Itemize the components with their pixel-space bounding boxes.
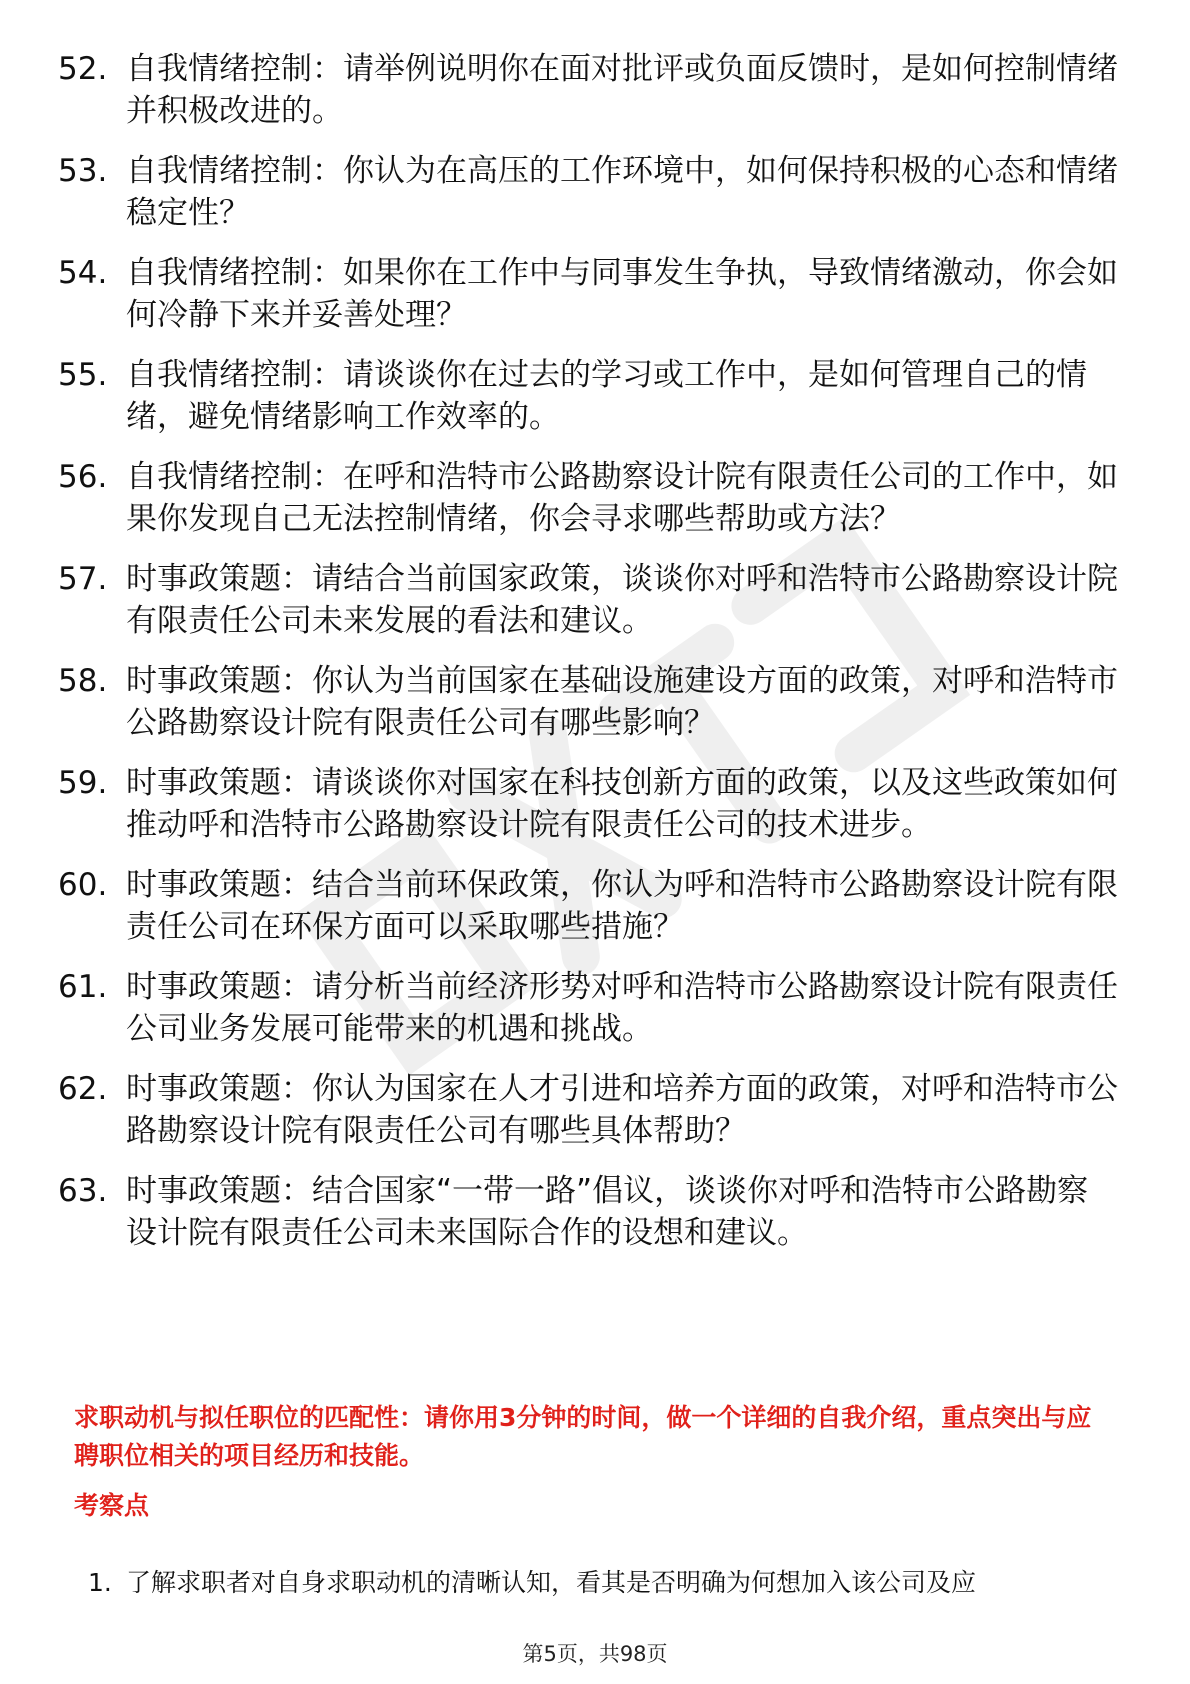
list-item xyxy=(58,48,1118,132)
question-number: 55. xyxy=(58,357,108,393)
point-text: 了解求职者对自身求职动机的清晰认知，看其是否明确为何想加入该公司及应 xyxy=(126,1568,977,1597)
section-title: 求职动机与拟任职位的匹配性：请你用3分钟的时间，做一个详细的自我介绍，重点突出与应聘职位相关的项目经历和技能。 xyxy=(74,1403,1092,1470)
question-number: 58. xyxy=(58,663,108,699)
question-text: 自我情绪控制：请谈谈你在过去的学习或工作中，是如何管理自己的情绪，避免情绪影响工作效率的。 xyxy=(126,357,1087,435)
list-item xyxy=(58,1068,1118,1152)
list-item xyxy=(58,354,1118,438)
question-number: 61. xyxy=(58,969,108,1005)
point-number: 1. xyxy=(88,1568,112,1597)
list-item xyxy=(58,252,1118,336)
list-item xyxy=(88,1565,1128,1601)
question-text: 时事政策题：你认为国家在人才引进和培养方面的政策，对呼和浩特市公路勘察设计院有限责任公司有哪些具体帮助？ xyxy=(126,1071,1118,1149)
question-text: 自我情绪控制：如果你在工作中与同事发生争执，导致情绪激动，你会如何冷静下来并妥善处理？ xyxy=(126,255,1118,333)
question-text: 时事政策题：结合国家“一带一路”倡议，谈谈你对呼和浩特市公路勘察设计院有限责任公司未来国际合作的设想和建议。 xyxy=(126,1173,1089,1251)
question-text: 时事政策题：你认为当前国家在基础设施建设方面的政策，对呼和浩特市公路勘察设计院有限责任公司有哪些影响？ xyxy=(126,663,1118,741)
list-item xyxy=(58,558,1118,642)
list-item xyxy=(58,864,1118,948)
question-number: 60. xyxy=(58,867,108,903)
question-text: 自我情绪控制：请举例说明你在面对批评或负面反馈时，是如何控制情绪并积极改进的。 xyxy=(126,51,1118,129)
assessment-point-list xyxy=(88,1565,1128,1601)
question-text: 时事政策题：请结合当前国家政策，谈谈你对呼和浩特市公路勘察设计院有限责任公司未来发展的看法和建议。 xyxy=(126,561,1118,639)
question-number: 56. xyxy=(58,459,108,495)
question-number: 62. xyxy=(58,1071,108,1107)
list-item xyxy=(58,762,1118,846)
question-number: 57. xyxy=(58,561,108,597)
list-item xyxy=(58,660,1118,744)
question-text: 时事政策题：请谈谈你对国家在科技创新方面的政策，以及这些政策如何推动呼和浩特市公路勘察设计院有限责任公司的技术进步。 xyxy=(126,765,1118,843)
question-number: 53. xyxy=(58,153,108,189)
question-text: 自我情绪控制：在呼和浩特市公路勘察设计院有限责任公司的工作中，如果你发现自己无法控制情绪，你会寻求哪些帮助或方法？ xyxy=(126,459,1118,537)
question-list xyxy=(58,48,1118,1272)
section-subtitle: 考察点 xyxy=(74,1491,150,1520)
question-number: 63. xyxy=(58,1173,108,1209)
list-item xyxy=(58,150,1118,234)
question-text: 时事政策题：结合当前环保政策，你认为呼和浩特市公路勘察设计院有限责任公司在环保方面可以采取哪些措施？ xyxy=(126,867,1118,945)
question-number: 59. xyxy=(58,765,108,801)
question-text: 时事政策题：请分析当前经济形势对呼和浩特市公路勘察设计院有限责任公司业务发展可能带来的机遇和挑战。 xyxy=(126,969,1118,1047)
question-number: 52. xyxy=(58,51,108,87)
question-text: 自我情绪控制：你认为在高压的工作环境中，如何保持积极的心态和情绪稳定性？ xyxy=(126,153,1118,231)
page-footer: 第5页，共98页 xyxy=(522,1642,668,1666)
list-item xyxy=(58,966,1118,1050)
list-item xyxy=(58,456,1118,540)
question-number: 54. xyxy=(58,255,108,291)
list-item xyxy=(58,1170,1118,1254)
